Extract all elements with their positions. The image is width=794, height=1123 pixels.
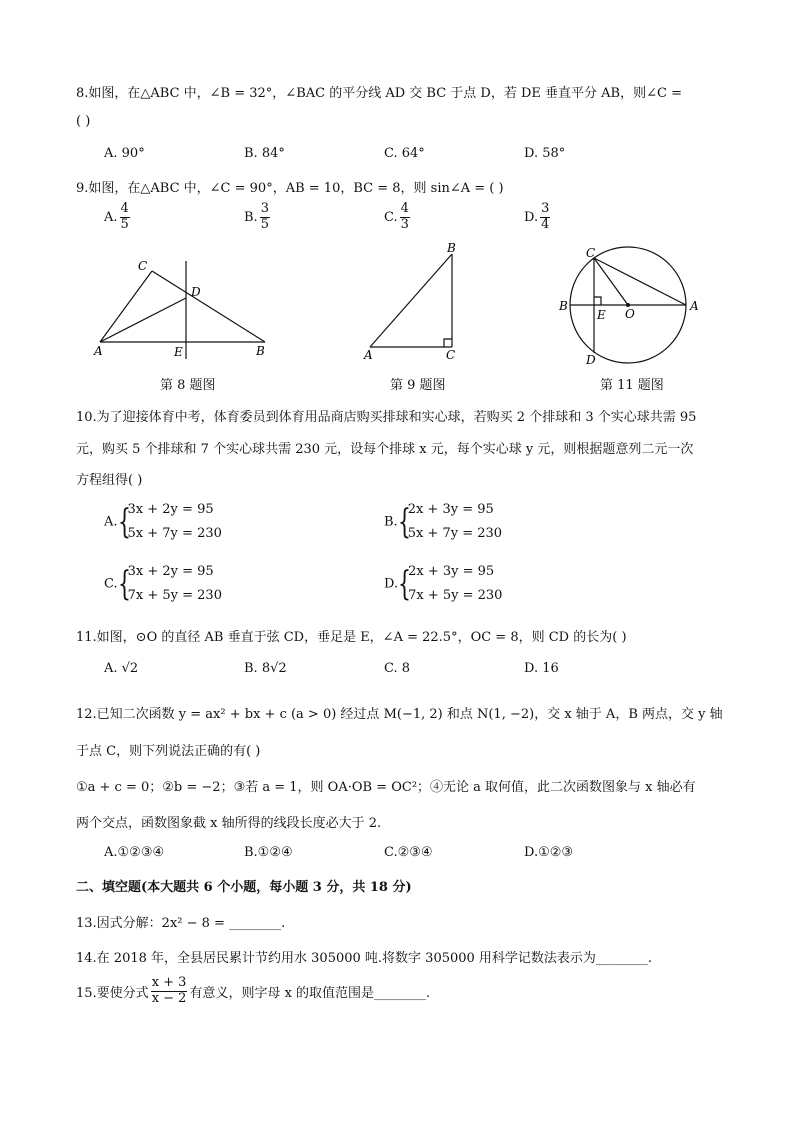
q9-stem: 9.如图，在△ABC 中，∠C = 90°，AB = 10，BC = 8，则 sin∠A = ( ) [76, 181, 504, 196]
q10-line-3: 方程组得( ) [76, 473, 143, 488]
fig8-label-e: E [174, 345, 183, 359]
fig9-label-c: C [446, 348, 456, 362]
q9-option-b: B. $\frac{3}{5}$ [244, 201, 269, 232]
q8-stem: 8.如图，在△ABC 中，∠B = 32°，∠BAC 的平分线 AD 交 BC 于点 D，若 DE 垂直平分 AB，则∠C = [76, 86, 682, 101]
q10-line-1: 10.为了迎接体育中考，体育委员到体育用品商店购买排球和实心球，若购买 2 个排球和 3 个实心球共需 95 [76, 410, 697, 425]
figure-9 [360, 240, 470, 365]
q12-option-d: D.①②③ [524, 845, 574, 860]
q12-line-3: ①a + c = 0；②b = −2；③若 a = 1，则 OA·OB = OC²；④无论 a 取何值，此二次函数图象与 x 轴必有 [76, 780, 696, 795]
q13: 13.因式分解：2x² − 8 = ________. [76, 916, 286, 931]
fig11-caption: 第 11 题图 [600, 378, 664, 393]
q12-option-c: C.②③④ [384, 845, 433, 860]
q14: 14.在 2018 年，全县居民累计节约用水 305000 吨.将数字 305000 用科学记数法表示为________. [76, 951, 653, 966]
q8-option-c: C. 64° [384, 146, 425, 161]
fig11-label-d: D [586, 353, 596, 367]
fig9-label-a: A [364, 348, 373, 362]
q12-line-4: 两个交点，函数图象截 x 轴所得的线段长度必大于 2. [76, 816, 382, 831]
q11-stem: 11.如图，⊙O 的直径 AB 垂直于弦 CD，垂足是 E，∠A = 22.5°，OC = 8，则 CD 的长为( ) [76, 630, 627, 645]
q9-option-d: D. $\frac{3}{4}$ [524, 201, 550, 232]
q9-option-a: A. $\frac{4}{5}$ [104, 201, 129, 232]
q11-option-b: B. 8√2 [244, 661, 287, 676]
q12-line-2: 于点 C，则下列说法正确的有( ) [76, 744, 261, 759]
fig8-label-a: A [94, 344, 103, 358]
q8-paren: ( ) [76, 114, 91, 129]
fig8-caption: 第 8 题图 [160, 378, 216, 393]
q11-option-c: C. 8 [384, 661, 411, 676]
q10-line-2: 元，购买 5 个排球和 7 个实心球共需 230 元，设每个排球 x 元，每个实心球 y 元，则根据题意列二元一次 [76, 442, 694, 457]
fig11-label-c: C [586, 246, 596, 260]
figure-8 [90, 255, 280, 365]
fig11-label-b: B [559, 299, 568, 313]
fig11-label-a: A [690, 299, 699, 313]
q10-option-b: B. { 2x + 3y = 95 5x + 7y = 230 [384, 502, 503, 542]
q10-option-d: D. { 2x + 3y = 95 7x + 5y = 230 [384, 564, 503, 604]
q8-option-a: A. 90° [104, 146, 145, 161]
q10-option-c: C. { 3x + 2y = 95 7x + 5y = 230 [104, 564, 222, 604]
fig9-label-b: B [447, 241, 456, 255]
q8-option-d: D. 58° [524, 146, 566, 161]
q12-option-b: B.①②④ [244, 845, 293, 860]
fig9-caption: 第 9 题图 [390, 378, 446, 393]
fig11-label-o: O [625, 307, 635, 321]
q15: 15.要使分式 $\frac{x + 3}{x - 2}$ 有意义，则字母 x 的取值范围是________. [76, 975, 431, 1006]
fig8-label-c: C [138, 259, 148, 273]
q12-line-1: 12.已知二次函数 y = ax² + bx + c (a > 0) 经过点 M(−1, 2) 和点 N(1, −2)，交 x 轴于 A，B 两点，交 y 轴 [76, 707, 723, 722]
figure-11 [555, 245, 705, 367]
section-2-heading: 二、填空题(本大题共 6 个小题，每小题 3 分，共 18 分) [76, 880, 412, 895]
q8-option-b: B. 84° [244, 146, 285, 161]
fig8-label-d: D [191, 285, 201, 299]
fig11-label-e: E [597, 308, 606, 322]
q11-option-a: A. √2 [104, 661, 139, 676]
q10-option-a: A. { 3x + 2y = 95 5x + 7y = 230 [104, 502, 222, 542]
q11-option-d: D. 16 [524, 661, 559, 676]
q12-option-a: A.①②③④ [104, 845, 165, 860]
fig8-label-b: B [256, 344, 265, 358]
q9-option-c: C. $\frac{4}{3}$ [384, 201, 409, 232]
